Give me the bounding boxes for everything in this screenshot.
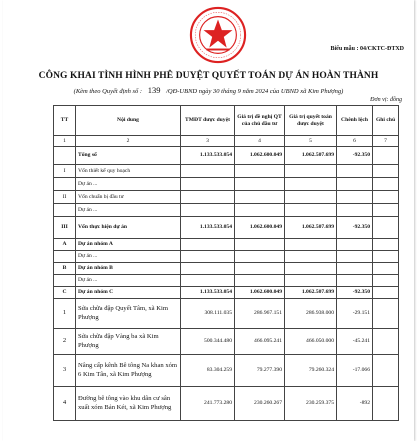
table-row [54, 165, 399, 178]
column-number: 1 [54, 136, 76, 147]
cell-approved [285, 239, 337, 251]
cell-tt [54, 147, 76, 165]
cell-tt: III [54, 217, 76, 239]
cell-note [373, 204, 399, 217]
table-row [54, 355, 399, 387]
cell-difference [337, 263, 373, 275]
cell-note [373, 355, 399, 387]
header-tt: TT [54, 106, 76, 136]
cell-content: Sửa chữa đập Quyết Tâm, xã Kim Phượng [76, 299, 181, 329]
table-row [54, 251, 399, 263]
cell-content: Dự án nhóm B [76, 263, 181, 275]
cell-note [373, 239, 399, 251]
table-row [54, 387, 399, 421]
cell-difference: -92.350 [337, 217, 373, 239]
cell-tt: 2 [54, 329, 76, 355]
cell-tt: I [54, 165, 76, 178]
header-proposed: Giá trị đề nghị QT của chủ đầu tư [235, 106, 285, 136]
column-number: 3 [181, 136, 235, 147]
cell-note [373, 275, 399, 287]
settlement-table [53, 105, 399, 421]
cell-content: Dự án ... [76, 204, 181, 217]
cell-difference: -92.350 [337, 287, 373, 299]
cell-approved [285, 275, 337, 287]
cell-content: Nâng cấp kênh Bê tông Na khan xóm 6 Kim Tân, xã Kim Phượng [76, 355, 181, 387]
cell-proposed [235, 239, 285, 251]
currency-unit: Đơn vị: đồng [370, 97, 402, 103]
cell-approved: 79.260.324 [285, 355, 337, 387]
header-content: Nội dung [76, 106, 181, 136]
cell-proposed [235, 251, 285, 263]
cell-note [373, 299, 399, 329]
header-tmdt: TMĐT được duyệt [181, 106, 235, 136]
document-subtitle [3, 85, 414, 95]
cell-note [373, 165, 399, 178]
cell-content: Tổng số [76, 147, 181, 165]
cell-tmdt: 241.773.280 [181, 387, 235, 421]
cell-tmdt: 308.111.035 [181, 299, 235, 329]
cell-difference [337, 178, 373, 191]
cell-approved: 1.062.507.699 [285, 287, 337, 299]
cell-tmdt: 1.133.533.054 [181, 217, 235, 239]
cell-tt [54, 178, 76, 191]
cell-approved: 230.259.375 [285, 387, 337, 421]
cell-approved: 1.062.507.699 [285, 147, 337, 165]
cell-tmdt [181, 275, 235, 287]
decision-number: 139 [147, 85, 161, 95]
cell-approved [285, 191, 337, 204]
cell-tt [54, 204, 76, 217]
cell-proposed [235, 191, 285, 204]
header-difference: Chênh lệch [337, 106, 373, 136]
cell-content: Dự án nhóm A [76, 239, 181, 251]
cell-difference: -29.151 [337, 299, 373, 329]
cell-tmdt [181, 239, 235, 251]
cell-tt: A [54, 239, 76, 251]
cell-tt [54, 275, 76, 287]
cell-content: Đường bê tông vào khu dân cư sân xuất xóm Bản Két, xã Kim Phượng [76, 387, 181, 421]
cell-difference: -45.241 [337, 329, 373, 355]
cell-note [373, 147, 399, 165]
cell-proposed: 1.062.600.049 [235, 217, 285, 239]
cell-note [373, 191, 399, 204]
cell-note [373, 329, 399, 355]
cell-proposed [235, 275, 285, 287]
cell-content: Vốn thực hiện dự án [76, 217, 181, 239]
column-number: 2 [76, 136, 181, 147]
cell-proposed: 466.095.241 [235, 329, 285, 355]
subtitle-prefix: (Kèm theo Quyết định số : [73, 88, 143, 95]
cell-proposed [235, 165, 285, 178]
cell-content: Sửa chữa đập Vàng ba xã Kim Phượng [76, 329, 181, 355]
table-row [54, 287, 399, 299]
cell-tt: C [54, 287, 76, 299]
cell-tmdt [181, 191, 235, 204]
cell-proposed: 1.062.600.049 [235, 287, 285, 299]
cell-approved: 286.938.000 [285, 299, 337, 329]
cell-difference: -17.066 [337, 355, 373, 387]
cell-approved [285, 204, 337, 217]
table-row [54, 263, 399, 275]
cell-difference [337, 275, 373, 287]
cell-tmdt: 500.344.480 [181, 329, 235, 355]
table-row [54, 299, 399, 329]
cell-difference [337, 251, 373, 263]
cell-note [373, 178, 399, 191]
cell-tt: 4 [54, 387, 76, 421]
cell-proposed [235, 204, 285, 217]
cell-content: Dự án ... [76, 178, 181, 191]
cell-approved: 1.062.507.699 [285, 217, 337, 239]
table-row [54, 217, 399, 239]
cell-tt: 3 [54, 355, 76, 387]
table-row [54, 178, 399, 191]
cell-tmdt: 83.304.259 [181, 355, 235, 387]
cell-approved [285, 251, 337, 263]
cell-tmdt [181, 165, 235, 178]
cell-difference: -892 [337, 387, 373, 421]
table-row [54, 204, 399, 217]
cell-difference [337, 191, 373, 204]
header-note: Ghi chú [373, 106, 399, 136]
cell-proposed: 230.260.267 [235, 387, 285, 421]
cell-proposed [235, 178, 285, 191]
table-row [54, 239, 399, 251]
header-approved: Giá trị quyết toán được duyệt [285, 106, 337, 136]
cell-tmdt: 1.133.533.054 [181, 287, 235, 299]
cell-tt: II [54, 191, 76, 204]
cell-approved [285, 263, 337, 275]
cell-approved [285, 165, 337, 178]
cell-tmdt [181, 178, 235, 191]
cell-content: Dự án ... [76, 275, 181, 287]
official-seal-icon [189, 6, 247, 64]
cell-tmdt [181, 204, 235, 217]
column-number: 7 [373, 136, 399, 147]
cell-content: Vốn thiết kế quy hoạch [76, 165, 181, 178]
column-number-row [54, 136, 399, 147]
cell-tmdt [181, 263, 235, 275]
cell-difference [337, 204, 373, 217]
cell-note [373, 287, 399, 299]
cell-tmdt [181, 251, 235, 263]
cell-tt: B [54, 263, 76, 275]
cell-proposed: 79.277.390 [235, 355, 285, 387]
document-page [3, 0, 414, 441]
cell-difference: -92.350 [337, 147, 373, 165]
cell-approved: 466.050.000 [285, 329, 337, 355]
cell-proposed [235, 263, 285, 275]
cell-note [373, 263, 399, 275]
cell-approved [285, 178, 337, 191]
column-number: 4 [235, 136, 285, 147]
table-row [54, 329, 399, 355]
cell-proposed: 1.062.600.049 [235, 147, 285, 165]
cell-note [373, 387, 399, 421]
cell-note [373, 217, 399, 239]
cell-tmdt: 1.133.533.054 [181, 147, 235, 165]
cell-note [373, 251, 399, 263]
table-header-row [54, 106, 399, 136]
table-row [54, 147, 399, 165]
cell-content: Dự án nhóm C [76, 287, 181, 299]
column-number: 6 [337, 136, 373, 147]
column-number: 5 [285, 136, 337, 147]
cell-content: Dự án ... [76, 251, 181, 263]
table-row [54, 275, 399, 287]
cell-difference [337, 239, 373, 251]
document-title: CÔNG KHAI TÌNH HÌNH PHÊ DUYỆT QUYẾT TOÁN DỰ ÁN HOÀN THÀNH [38, 71, 379, 81]
cell-tt: 1 [54, 299, 76, 329]
cell-tt [54, 251, 76, 263]
table-row [54, 191, 399, 204]
cell-proposed: 286.967.151 [235, 299, 285, 329]
cell-difference [337, 165, 373, 178]
subtitle-suffix: /QĐ-UBND ngày 30 tháng 9 năm 2024 của UBND xã Kim Phượng) [166, 88, 344, 95]
form-code: Biểu mẫu : 04/CKTC-ĐTXD [330, 46, 404, 52]
cell-content: Vốn chuẩn bị đầu tư [76, 191, 181, 204]
